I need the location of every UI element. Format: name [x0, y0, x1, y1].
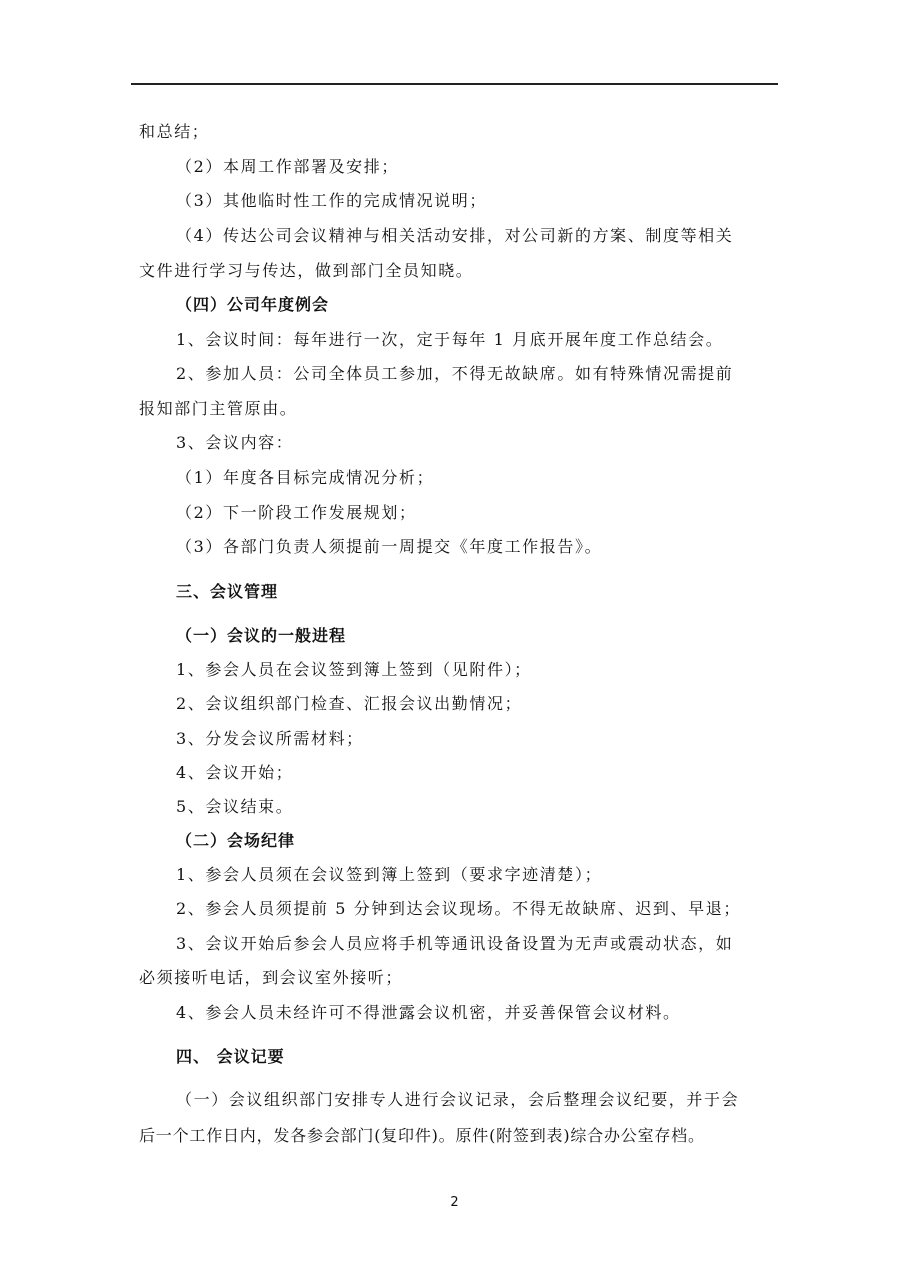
text-line: 1、会议时间：每年进行一次，定于每年 1 月底开展年度工作总结会。 — [176, 330, 724, 349]
text-line: 4、参会人员未经许可不得泄露会议机密，并妥善保管会议材料。 — [176, 1003, 681, 1022]
text-line: 3、会议开始后参会人员应将手机等通讯设备设置为无声或震动状态，如 — [176, 934, 734, 953]
text-line: 3、分发会议所需材料； — [176, 729, 364, 748]
page-number: 2 — [450, 1195, 459, 1210]
section-heading: 三、会议管理 — [176, 582, 279, 601]
text-line: 1、参会人员须在会议签到簿上签到（要求字迹清楚）； — [176, 865, 603, 884]
text-line: 3、会议内容： — [176, 433, 294, 452]
subsection-heading: （二）会场纪律 — [176, 831, 296, 850]
text-line: 2、会议组织部门检查、汇报会议出勤情况； — [176, 694, 523, 713]
text-line: 后一个工作日内，发各参会部门(复印件)。原件(附签到表)综合办公室存档。 — [139, 1126, 705, 1145]
text-line: 4、会议开始； — [176, 763, 294, 782]
text-line: （3）其他临时性工作的完成情况说明； — [176, 191, 487, 210]
text-line: 必须接听电话，到会议室外接听； — [139, 968, 404, 987]
text-line: （2）本周工作部署及安排； — [176, 157, 399, 176]
text-line: （3）各部门负责人须提前一周提交《年度工作报告》。 — [176, 537, 603, 556]
section-heading: 四、 会议记要 — [176, 1047, 285, 1066]
text-line: 文件进行学习与传达，做到部门全员知晓。 — [139, 261, 474, 280]
subsection-heading: （一）会议的一般进程 — [176, 626, 347, 645]
text-line: （1）年度各目标完成情况分析； — [176, 468, 435, 487]
text-line: 报知部门主管原由。 — [139, 399, 298, 418]
text-line: （一）会议组织部门安排专人进行会议记录，会后整理会议纪要，并于会 — [176, 1090, 740, 1109]
text-line: （2）下一阶段工作发展规划； — [176, 503, 417, 522]
header-rule — [131, 83, 778, 85]
text-line: 和总结； — [139, 122, 210, 141]
text-line: 2、参会人员须提前 5 分钟到达会议现场。不得无故缺席、迟到、早退； — [176, 899, 741, 918]
subsection-heading: （四）公司年度例会 — [176, 295, 330, 314]
text-line: 2、参加人员：公司全体员工参加，不得无故缺席。如有特殊情况需提前 — [176, 364, 734, 383]
text-line: 1、参会人员在会议签到簿上签到（见附件）； — [176, 660, 532, 679]
text-line: 5、会议结束。 — [176, 797, 294, 816]
text-line: （4）传达公司会议精神与相关活动安排，对公司新的方案、制度等相关 — [176, 226, 734, 245]
